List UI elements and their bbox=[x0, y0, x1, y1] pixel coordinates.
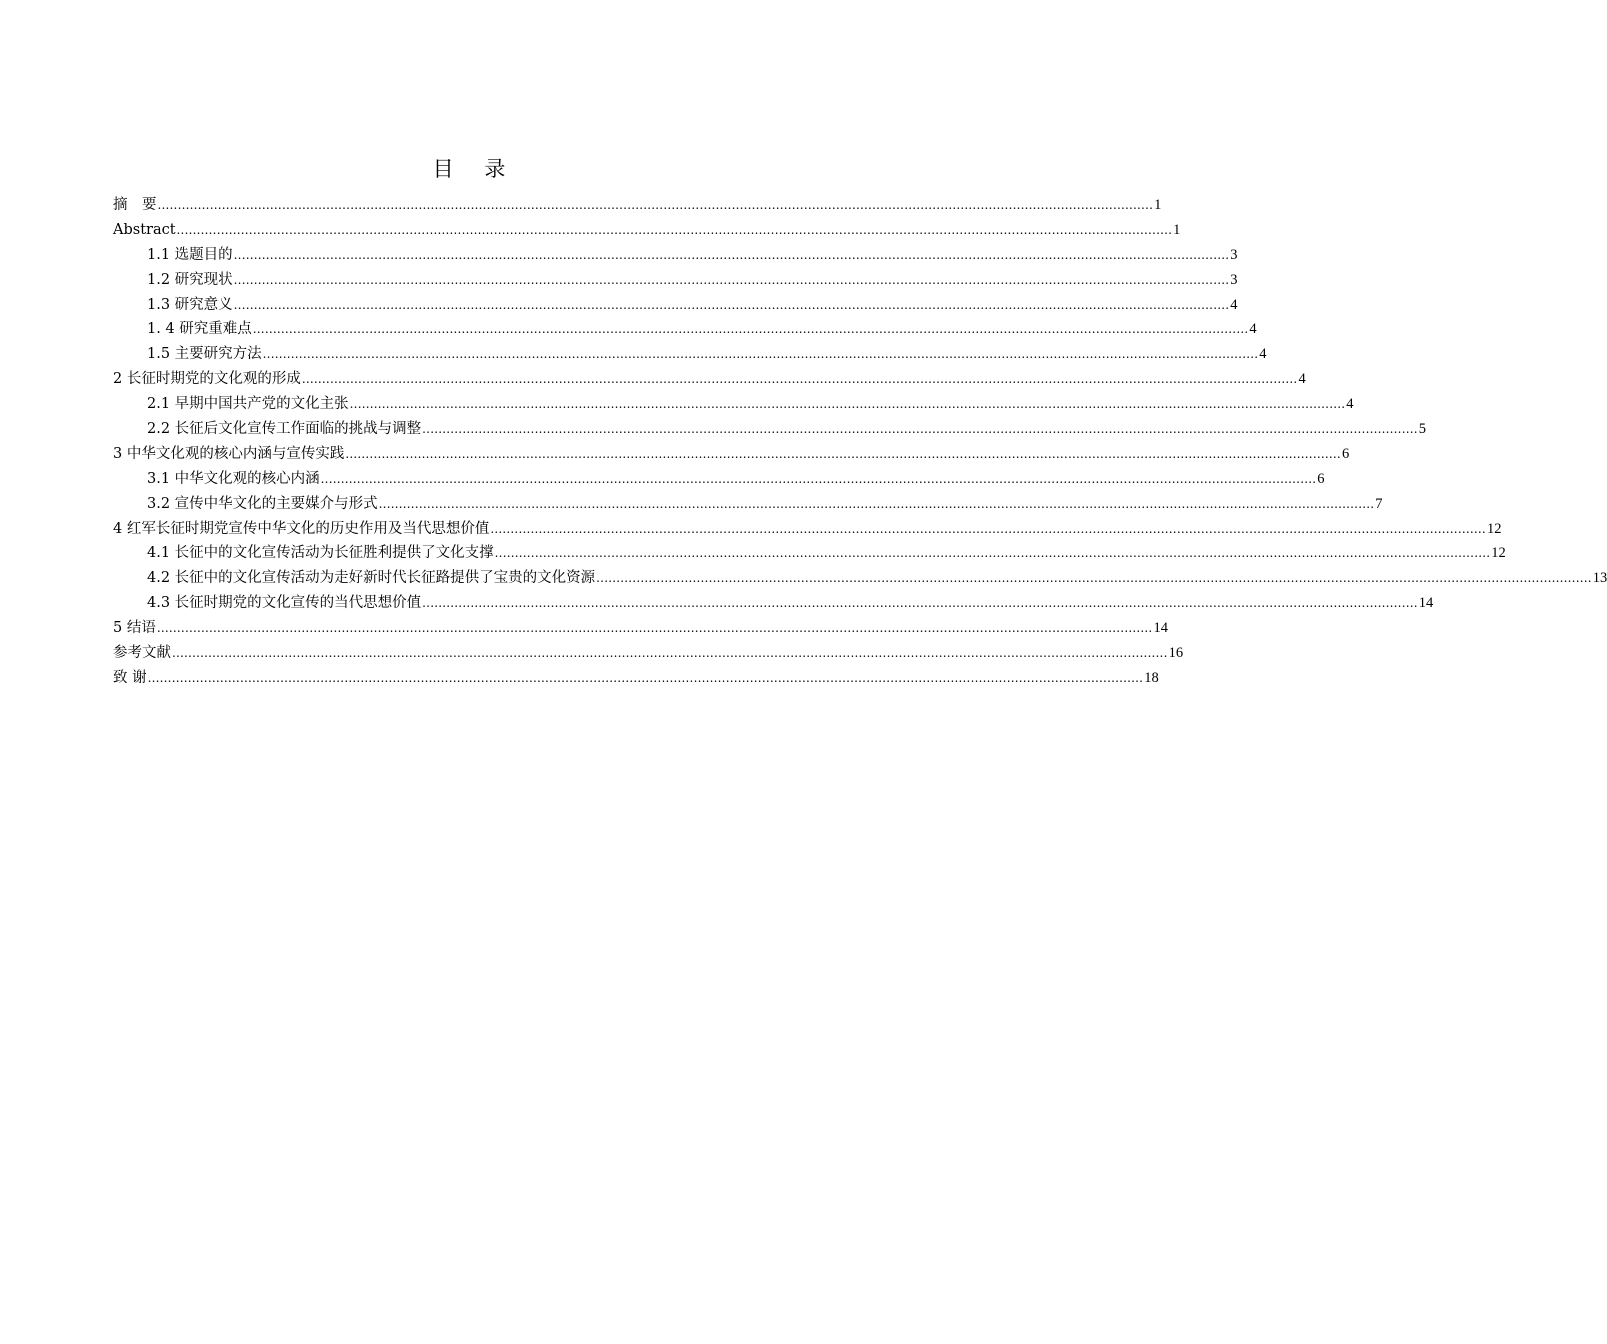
toc-dot-leader: ........................................................................................................................................................................................................................................................ bbox=[494, 546, 1491, 561]
toc-entry-page: 4 bbox=[1298, 371, 1306, 388]
toc-dot-leader: ........................................................................................................................................................................................................................................................ bbox=[422, 596, 1418, 611]
toc-entry[interactable] bbox=[113, 492, 1383, 517]
toc-entry-label: 摘 要 bbox=[113, 197, 157, 213]
toc-dot-leader: ........................................................................................................................................................................................................................................................ bbox=[176, 222, 1173, 237]
toc-entry-label: 5 结语 bbox=[113, 620, 156, 637]
toc-entry-page: 14 bbox=[1418, 595, 1434, 612]
toc-dot-leader: ........................................................................................................................................................................................................................................................ bbox=[262, 347, 1259, 362]
toc-title: 目 录 bbox=[432, 157, 518, 181]
toc-entry-label: 4.1 长征中的文化宣传活动为长征胜利提供了文化支撑 bbox=[147, 545, 494, 562]
toc-entry[interactable] bbox=[113, 442, 1350, 467]
toc-entry[interactable] bbox=[113, 517, 1502, 542]
toc-entry-label: 1.1 选题目的 bbox=[147, 246, 233, 263]
toc-entry[interactable] bbox=[113, 566, 1607, 591]
toc-entry[interactable] bbox=[113, 243, 1238, 268]
toc-entry-label: 参考文献 bbox=[113, 645, 171, 662]
toc-entry-page: 3 bbox=[1230, 271, 1238, 288]
toc-entry-page: 18 bbox=[1144, 669, 1159, 686]
toc-dot-leader: ........................................................................................................................................................................................................................................................ bbox=[345, 446, 1341, 461]
toc-entry-page: 5 bbox=[1418, 421, 1427, 438]
toc-entry[interactable] bbox=[113, 641, 1184, 666]
toc-entry-page: 6 bbox=[1317, 470, 1325, 487]
toc-entry[interactable] bbox=[113, 367, 1306, 392]
toc-entry[interactable] bbox=[113, 218, 1181, 243]
toc-entry[interactable] bbox=[113, 268, 1238, 293]
toc-entry[interactable] bbox=[113, 342, 1267, 367]
toc-entry-label: 1. 4 研究重难点 bbox=[147, 321, 252, 338]
toc-entry[interactable] bbox=[113, 392, 1354, 417]
toc-entry-label: 2.2 长征后文化宣传工作面临的挑战与调整 bbox=[147, 421, 422, 438]
toc-entry-page: 4 bbox=[1249, 321, 1257, 338]
toc-dot-leader: ........................................................................................................................................................................................................................................................ bbox=[596, 571, 1592, 586]
toc-dot-leader: ........................................................................................................................................................................................................................................................ bbox=[233, 297, 1230, 312]
toc-dot-leader: ........................................................................................................................................................................................................................................................ bbox=[157, 198, 1154, 212]
toc-entry-page: 13 bbox=[1592, 570, 1607, 587]
toc-dot-leader: ........................................................................................................................................................................................................................................................ bbox=[349, 397, 1346, 412]
toc-dot-leader: ........................................................................................................................................................................................................................................................ bbox=[172, 646, 1168, 661]
toc-entry-label: 3.2 宣传中华文化的主要媒介与形式 bbox=[147, 495, 378, 512]
toc-entry-page: 16 bbox=[1168, 645, 1184, 662]
toc-list bbox=[113, 193, 1607, 691]
toc-entry-page: 7 bbox=[1375, 495, 1383, 512]
toc-entry-label: 2 长征时期党的文化观的形成 bbox=[113, 371, 301, 388]
toc-entry[interactable] bbox=[113, 293, 1238, 318]
toc-dot-leader: ........................................................................................................................................................................................................................................................ bbox=[378, 496, 1375, 511]
toc-entry-page: 1 bbox=[1173, 221, 1181, 238]
toc-entry-label: 1.2 研究现状 bbox=[147, 271, 233, 288]
toc-entry-page: 4 bbox=[1230, 296, 1238, 313]
toc-dot-leader: ........................................................................................................................................................................................................................................................ bbox=[301, 372, 1298, 387]
toc-dot-leader: ........................................................................................................................................................................................................................................................ bbox=[422, 422, 1418, 437]
toc-dot-leader: ........................................................................................................................................................................................................................................................ bbox=[490, 521, 1486, 536]
toc-entry-label: 3 中华文化观的核心内涵与宣传实践 bbox=[113, 445, 345, 462]
toc-entry-label: 1.5 主要研究方法 bbox=[147, 346, 262, 363]
toc-entry-page: 4 bbox=[1346, 396, 1354, 413]
toc-dot-leader: ........................................................................................................................................................................................................................................................ bbox=[320, 471, 1317, 486]
toc-entry-page: 4 bbox=[1259, 346, 1267, 363]
toc-entry[interactable] bbox=[113, 541, 1506, 566]
toc-entry-label: 4.3 长征时期党的文化宣传的当代思想价值 bbox=[147, 595, 422, 612]
toc-entry-page: 12 bbox=[1491, 545, 1506, 562]
toc-entry-label: 致 谢 bbox=[113, 669, 147, 686]
toc-entry[interactable] bbox=[113, 666, 1159, 691]
toc-entry-page: 1 bbox=[1154, 197, 1162, 213]
toc-entry-page: 6 bbox=[1341, 445, 1350, 462]
toc-entry[interactable] bbox=[113, 317, 1257, 342]
toc-entry-label: Abstract bbox=[113, 221, 176, 238]
toc-entry[interactable] bbox=[113, 193, 1162, 218]
toc-entry-label: 2.1 早期中国共产党的文化主张 bbox=[147, 396, 349, 413]
toc-dot-leader: ........................................................................................................................................................................................................................................................ bbox=[233, 272, 1230, 287]
toc-entry-label: 4 红军长征时期党宣传中华文化的历史作用及当代思想价值 bbox=[113, 520, 490, 537]
toc-entry[interactable] bbox=[113, 616, 1168, 641]
toc-dot-leader: ........................................................................................................................................................................................................................................................ bbox=[147, 670, 1144, 685]
toc-entry-page: 3 bbox=[1230, 246, 1238, 263]
toc-entry[interactable] bbox=[113, 591, 1434, 616]
toc-dot-leader: ........................................................................................................................................................................................................................................................ bbox=[156, 621, 1153, 636]
toc-dot-leader: ........................................................................................................................................................................................................................................................ bbox=[233, 247, 1230, 262]
toc-entry-label: 3.1 中华文化观的核心内涵 bbox=[147, 470, 320, 487]
toc-entry[interactable] bbox=[113, 417, 1427, 442]
toc-entry-page: 12 bbox=[1486, 520, 1502, 537]
toc-entry-label: 4.2 长征中的文化宣传活动为走好新时代长征路提供了宝贵的文化资源 bbox=[147, 570, 596, 587]
toc-entry-page: 14 bbox=[1153, 620, 1168, 637]
toc-entry-label: 1.3 研究意义 bbox=[147, 296, 233, 313]
toc-dot-leader: ........................................................................................................................................................................................................................................................ bbox=[252, 322, 1249, 337]
toc-entry[interactable] bbox=[113, 467, 1325, 492]
